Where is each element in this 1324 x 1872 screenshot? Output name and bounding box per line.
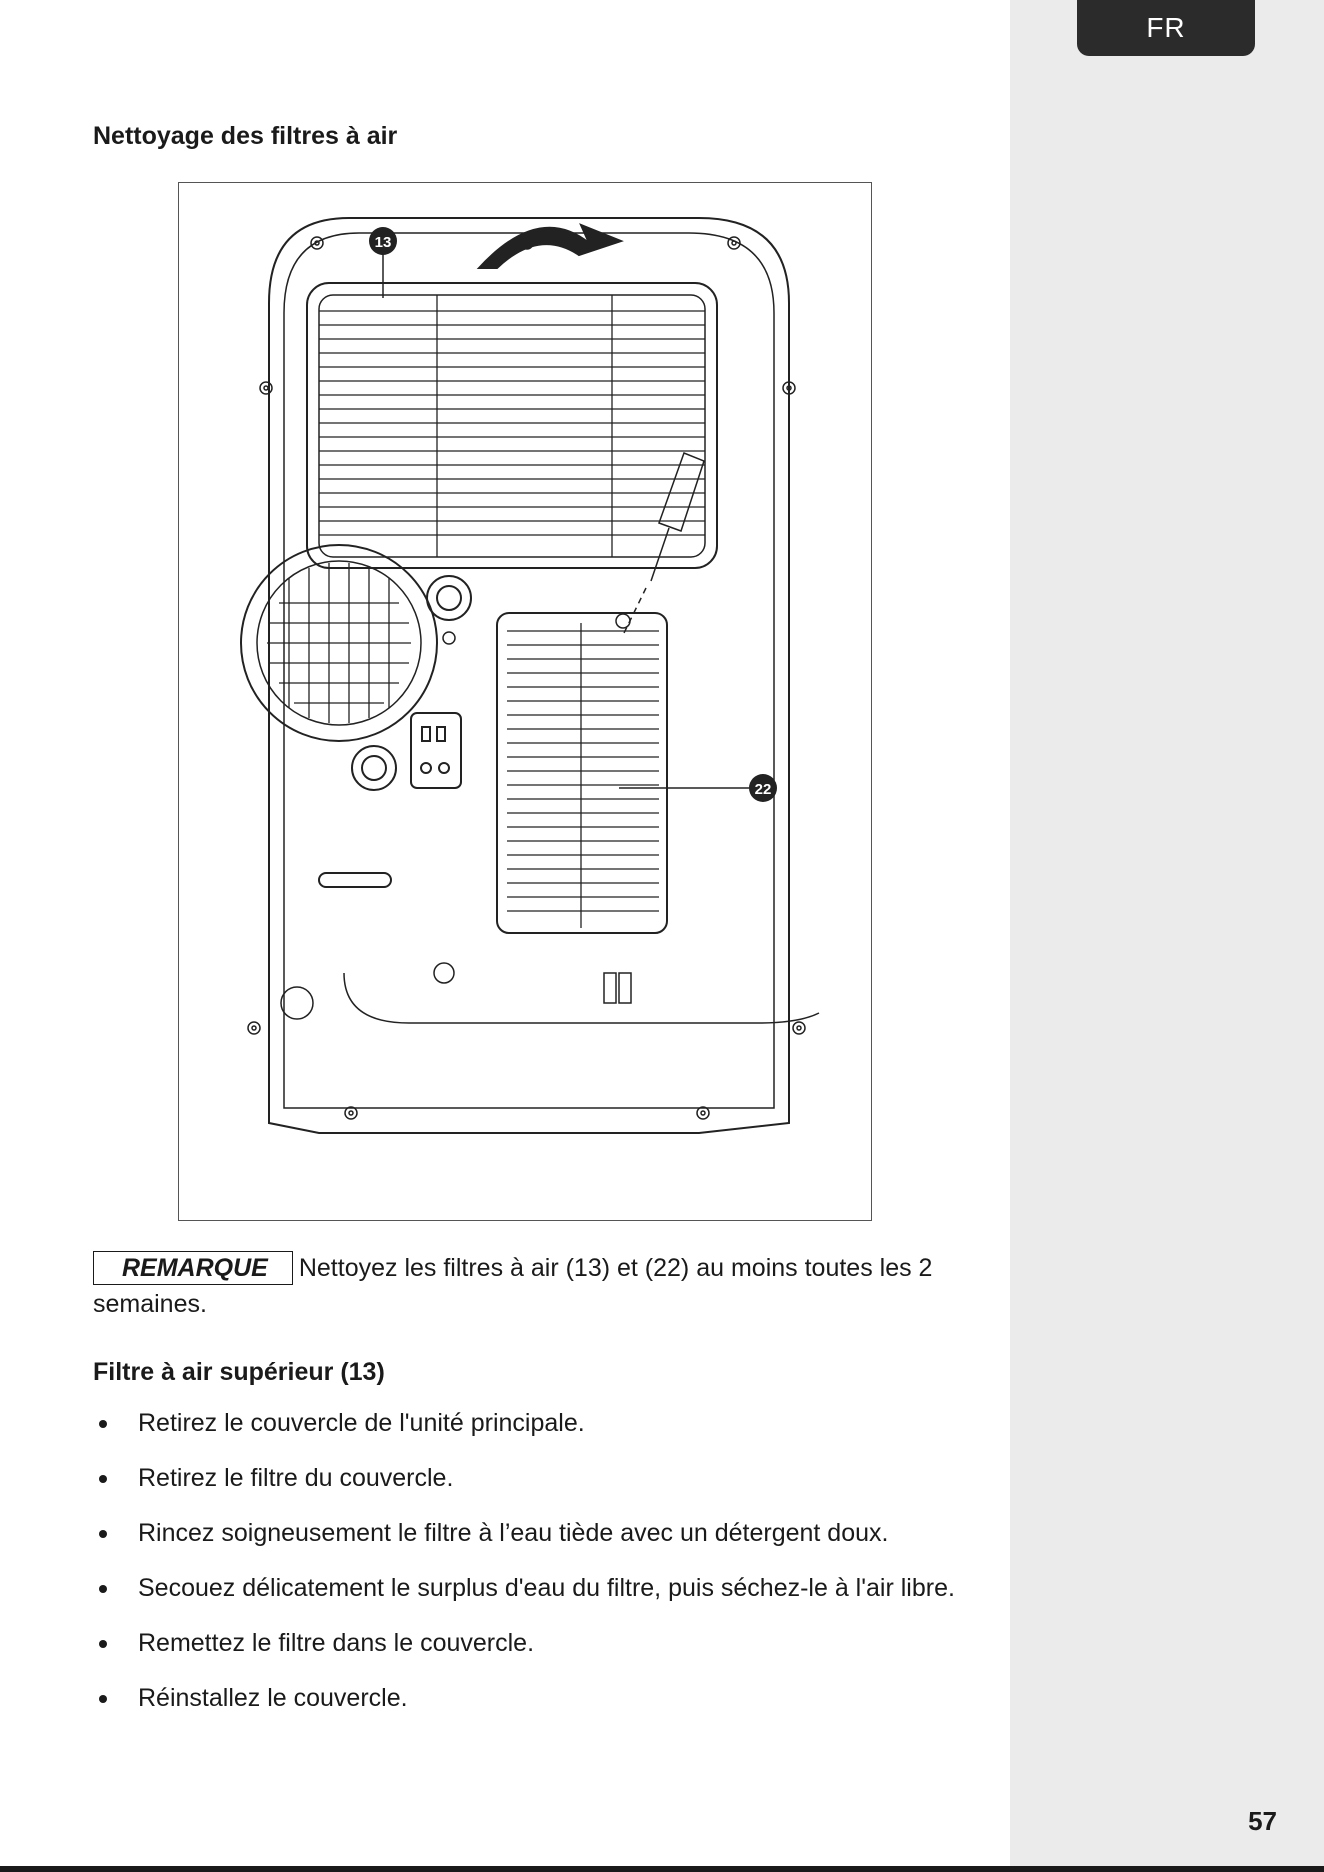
list-item <box>93 1681 993 1715</box>
side-filter-panel <box>497 613 667 933</box>
note-text: Nettoyez les filtres à air (13) et (22) au moins toutes les 2 semaines. <box>93 1254 933 1318</box>
page-number: 57 <box>1248 1806 1277 1836</box>
list-item <box>93 1406 993 1440</box>
screwdriver-icon <box>624 453 704 633</box>
unit-back-illustration <box>178 182 872 1221</box>
top-filter-cover <box>307 283 717 568</box>
callout-13-label: 13 <box>374 234 392 251</box>
list-item <box>93 1516 993 1550</box>
drain-hose <box>344 973 819 1023</box>
callout-13-badge <box>369 227 397 255</box>
list-item-text: Retirez le filtre du couvercle. <box>138 1464 454 1492</box>
bullet-icon <box>99 1530 107 1538</box>
bottom-rule <box>0 1866 1324 1872</box>
power-outlet <box>411 713 461 788</box>
bullet-icon <box>99 1420 107 1428</box>
list-item <box>93 1571 993 1605</box>
unit-body-outline <box>269 218 789 1133</box>
bullet-icon <box>99 1695 107 1703</box>
list-item-text: Remettez le filtre dans le couvercle. <box>138 1629 535 1657</box>
list-item <box>93 1626 993 1660</box>
list-item <box>93 1461 993 1495</box>
list-item-text: Rincez soigneusement le filtre à l’eau tiède avec un détergent doux. <box>138 1519 889 1547</box>
bullet-icon <box>99 1640 107 1648</box>
callout-22-badge <box>749 774 777 802</box>
list-item-text: Réinstallez le couvercle. <box>138 1684 408 1712</box>
note-label: REMARQUE <box>93 1251 293 1285</box>
lift-arrow-icon <box>479 225 621 268</box>
note-block <box>93 1250 993 1322</box>
list-item-text: Secouez délicatement le surplus d'eau du filtre, puis séchez-le à l'air libre. <box>138 1574 955 1602</box>
language-tab: FR <box>1077 0 1255 56</box>
section-title: Nettoyage des filtres à air <box>93 122 398 150</box>
bullet-icon <box>99 1475 107 1483</box>
bullet-icon <box>99 1585 107 1593</box>
subsection-title: Filtre à air supérieur (13) <box>93 1358 385 1386</box>
instruction-list <box>93 1406 993 1736</box>
sidebar-panel <box>1010 0 1324 1872</box>
callout-22-label: 22 <box>754 781 772 798</box>
list-item-text: Retirez le couvercle de l'unité principale. <box>138 1409 585 1437</box>
